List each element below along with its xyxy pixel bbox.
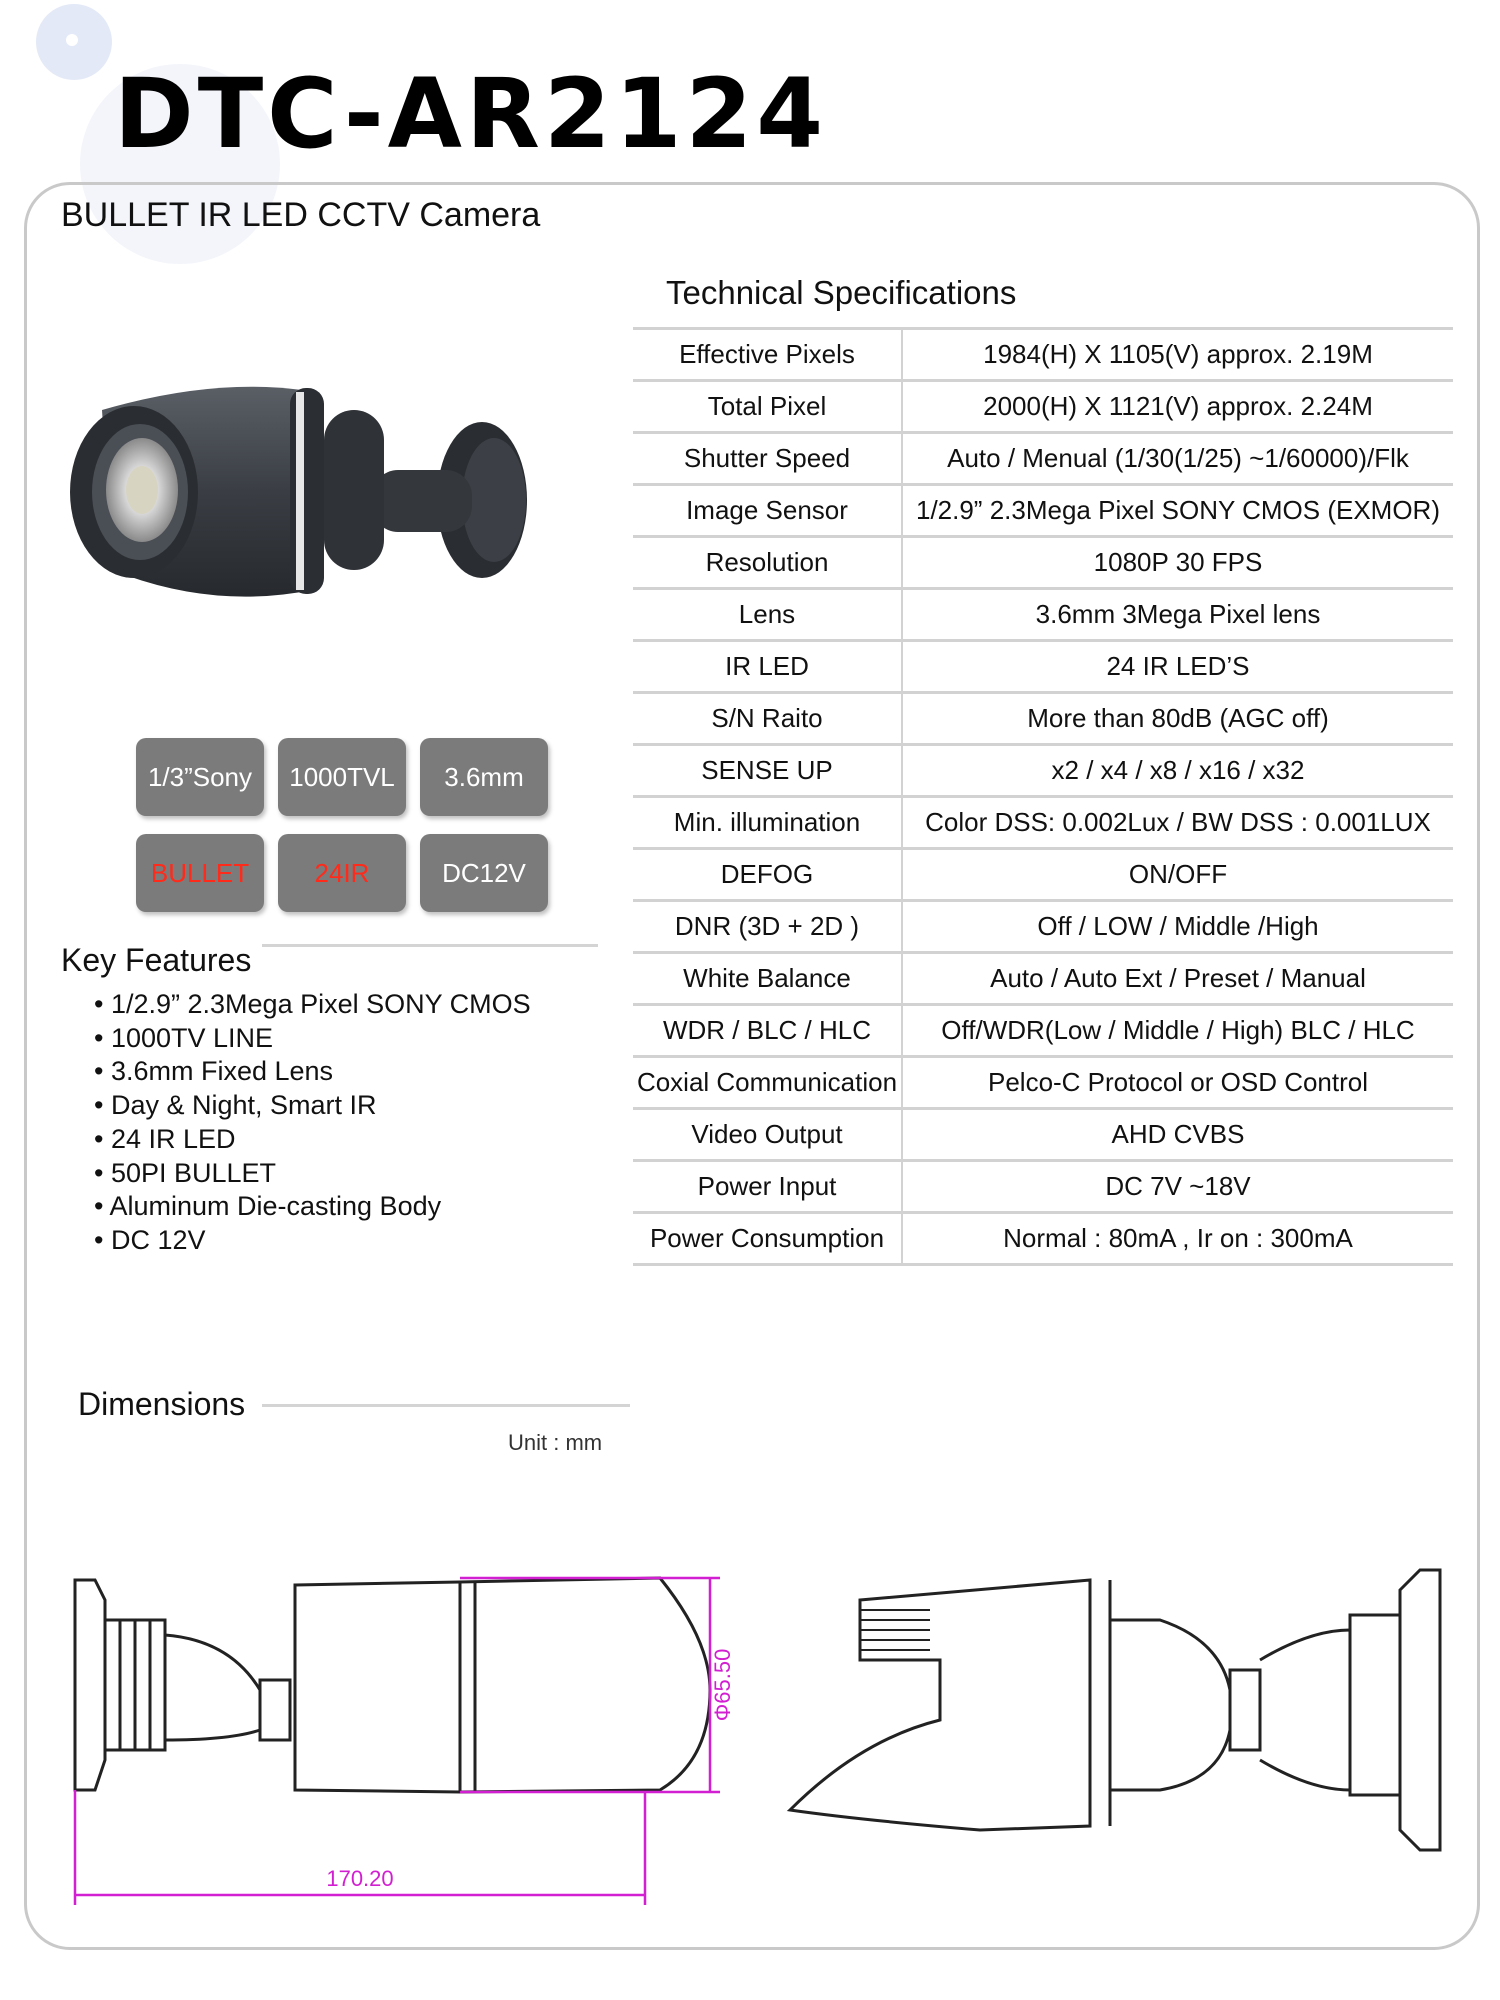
- spec-value: 3.6mm 3Mega Pixel lens: [902, 589, 1453, 641]
- spec-value: Off/WDR(Low / Middle / High) BLC / HLC: [902, 1005, 1453, 1057]
- dimension-drawings: [60, 1560, 1460, 1920]
- spec-value: 1984(H) X 1105(V) approx. 2.19M: [902, 329, 1453, 381]
- side-view-drawing: [75, 1578, 710, 1792]
- spec-value: 24 IR LED’S: [902, 641, 1453, 693]
- spec-row: [633, 381, 1453, 433]
- badge-power: DC12V: [420, 834, 548, 912]
- product-subtitle: BULLET IR LED CCTV Camera: [61, 196, 541, 234]
- badge-ir: 24IR: [278, 834, 406, 912]
- spec-value: More than 80dB (AGC off): [902, 693, 1453, 745]
- spec-value: x2 / x4 / x8 / x16 / x32: [902, 745, 1453, 797]
- spec-row: [633, 745, 1453, 797]
- spec-value: Auto / Auto Ext / Preset / Manual: [902, 953, 1453, 1005]
- spec-row: [633, 901, 1453, 953]
- key-features-list: [94, 988, 531, 1258]
- diameter-dimension: Φ65.50: [710, 1648, 735, 1722]
- spec-row: [633, 589, 1453, 641]
- decor-circle-dot: [66, 34, 78, 46]
- spec-key: WDR / BLC / HLC: [633, 1005, 902, 1057]
- feature-item: • Day & Night, Smart IR: [94, 1089, 531, 1123]
- spec-value: Color DSS: 0.002Lux / BW DSS : 0.001LUX: [902, 797, 1453, 849]
- spec-key: Coxial Communication: [633, 1057, 902, 1109]
- spec-row: [633, 1057, 1453, 1109]
- spec-key: Video Output: [633, 1109, 902, 1161]
- dimension-lines: [75, 1578, 720, 1905]
- badge-lens: 3.6mm: [420, 738, 548, 816]
- rear-view-drawing: [790, 1570, 1440, 1850]
- spec-value: 1/2.9” 2.3Mega Pixel SONY CMOS (EXMOR): [902, 485, 1453, 537]
- badge-sensor: 1/3”Sony: [136, 738, 264, 816]
- spec-row: [633, 537, 1453, 589]
- spec-value: 1080P 30 FPS: [902, 537, 1453, 589]
- feature-item: • 3.6mm Fixed Lens: [94, 1055, 531, 1089]
- spec-row: [633, 329, 1453, 381]
- spec-value: DC 7V ~18V: [902, 1161, 1453, 1213]
- page-title: DTC-AR2124: [114, 58, 828, 170]
- spec-row: [633, 1109, 1453, 1161]
- spec-key: DEFOG: [633, 849, 902, 901]
- dimensions-rule: [262, 1404, 630, 1407]
- spec-row: [633, 1005, 1453, 1057]
- spec-key: Power Consumption: [633, 1213, 902, 1265]
- spec-key: Effective Pixels: [633, 329, 902, 381]
- key-features-heading: Key Features: [61, 942, 252, 978]
- spec-value: Pelco-C Protocol or OSD Control: [902, 1057, 1453, 1109]
- spec-row: [633, 849, 1453, 901]
- spec-key: Resolution: [633, 537, 902, 589]
- spec-key: White Balance: [633, 953, 902, 1005]
- spec-row: [633, 1161, 1453, 1213]
- spec-table: [633, 327, 1453, 1266]
- feature-item: • Aluminum Die-casting Body: [94, 1190, 531, 1224]
- spec-value: Normal : 80mA , Ir on : 300mA: [902, 1213, 1453, 1265]
- spec-row: [633, 485, 1453, 537]
- spec-row: [633, 433, 1453, 485]
- spec-row: [633, 693, 1453, 745]
- dimensions-heading: Dimensions: [78, 1386, 246, 1422]
- spec-row: [633, 797, 1453, 849]
- unit-label: Unit : mm: [508, 1430, 603, 1455]
- spec-key: IR LED: [633, 641, 902, 693]
- feature-item: • 50PI BULLET: [94, 1157, 531, 1191]
- spec-key: Min. illumination: [633, 797, 902, 849]
- spec-value: Auto / Menual (1/30(1/25) ~1/60000)/Flk: [902, 433, 1453, 485]
- spec-row: [633, 953, 1453, 1005]
- feature-item: • 24 IR LED: [94, 1123, 531, 1157]
- length-dimension: 170.20: [326, 1866, 394, 1891]
- spec-key: Image Sensor: [633, 485, 902, 537]
- feature-item: • 1/2.9” 2.3Mega Pixel SONY CMOS: [94, 988, 531, 1022]
- spec-value: ON/OFF: [902, 849, 1453, 901]
- spec-value: AHD CVBS: [902, 1109, 1453, 1161]
- badge-type: BULLET: [136, 834, 264, 912]
- feature-item: • 1000TV LINE: [94, 1022, 531, 1056]
- spec-value: 2000(H) X 1121(V) approx. 2.24M: [902, 381, 1453, 433]
- feature-item: • DC 12V: [94, 1224, 531, 1258]
- spec-row: [633, 1213, 1453, 1265]
- spec-key: Total Pixel: [633, 381, 902, 433]
- spec-key: Shutter Speed: [633, 433, 902, 485]
- spec-heading: Technical Specifications: [666, 274, 1017, 311]
- spec-value: Off / LOW / Middle /High: [902, 901, 1453, 953]
- spec-row: [633, 641, 1453, 693]
- spec-key: DNR (3D + 2D ): [633, 901, 902, 953]
- spec-key: Power Input: [633, 1161, 902, 1213]
- spec-key: SENSE UP: [633, 745, 902, 797]
- spec-key: S/N Raito: [633, 693, 902, 745]
- bullet-camera-icon: [62, 370, 532, 650]
- key-features-rule: [262, 944, 598, 947]
- badge-resolution: 1000TVL: [278, 738, 406, 816]
- spec-key: Lens: [633, 589, 902, 641]
